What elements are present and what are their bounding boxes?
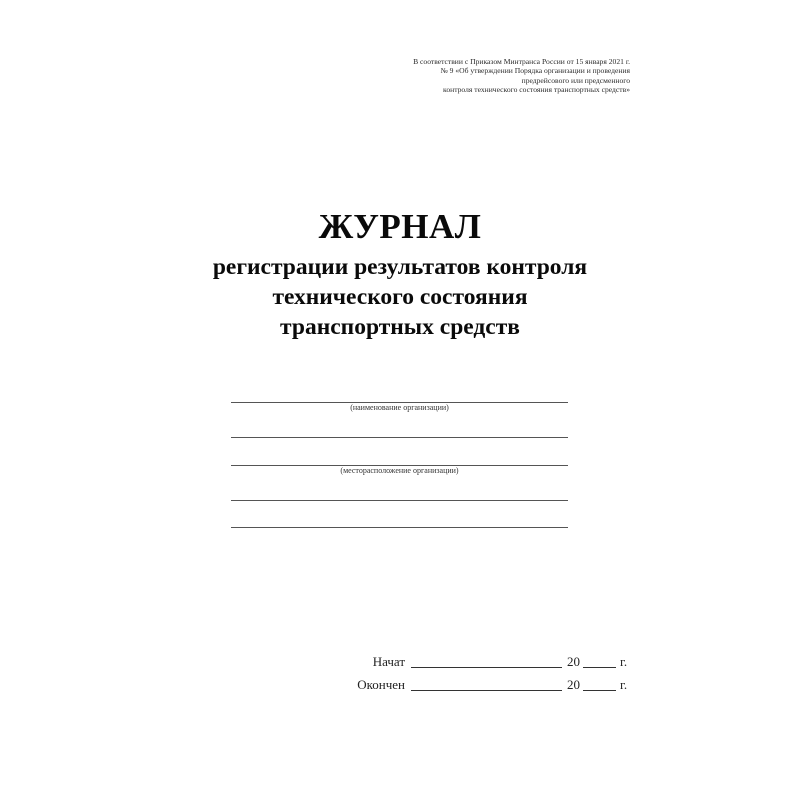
finished-year-prefix: 20: [567, 677, 580, 692]
finished-date-blank[interactable]: [411, 675, 562, 691]
legal-reference-note: [330, 57, 630, 95]
legal-note-line: В соответствии с Приказом Минтранса России от 15 января 2021 г.: [413, 57, 630, 66]
finished-label: Окончен: [357, 677, 405, 692]
organization-name-caption: (наименование организации): [350, 403, 449, 412]
finished-year-blank[interactable]: [583, 675, 616, 691]
legal-note-line: № 9 «Об утверждении Порядка организации и проведения: [440, 66, 630, 76]
legal-note-line: предрейсового или предсменного: [521, 75, 630, 85]
started-date-blank[interactable]: [411, 652, 562, 668]
organization-name-line-2[interactable]: [231, 437, 568, 438]
started-date-row: [0, 652, 800, 672]
subtitle-line: технического состояния: [272, 284, 528, 310]
document-subtitle: [0, 252, 800, 342]
legal-note-line: контроля технического состояния транспортных средств»: [443, 85, 630, 95]
organization-location-line-3[interactable]: [231, 527, 568, 528]
started-label: Начат: [372, 654, 405, 669]
started-year-blank[interactable]: [583, 652, 616, 668]
document-title: ЖУРНАЛ: [318, 207, 482, 246]
started-year-suffix: г.: [620, 654, 628, 669]
organization-location-line-2[interactable]: [231, 500, 568, 501]
subtitle-line: транспортных средств: [280, 314, 520, 340]
subtitle-line: регистрации результатов контроля: [212, 254, 588, 280]
started-year-prefix: 20: [567, 654, 580, 669]
organization-location-caption: (месторасположение организации): [340, 466, 459, 475]
finished-date-row: [0, 675, 800, 695]
finished-year-suffix: г.: [620, 677, 628, 692]
